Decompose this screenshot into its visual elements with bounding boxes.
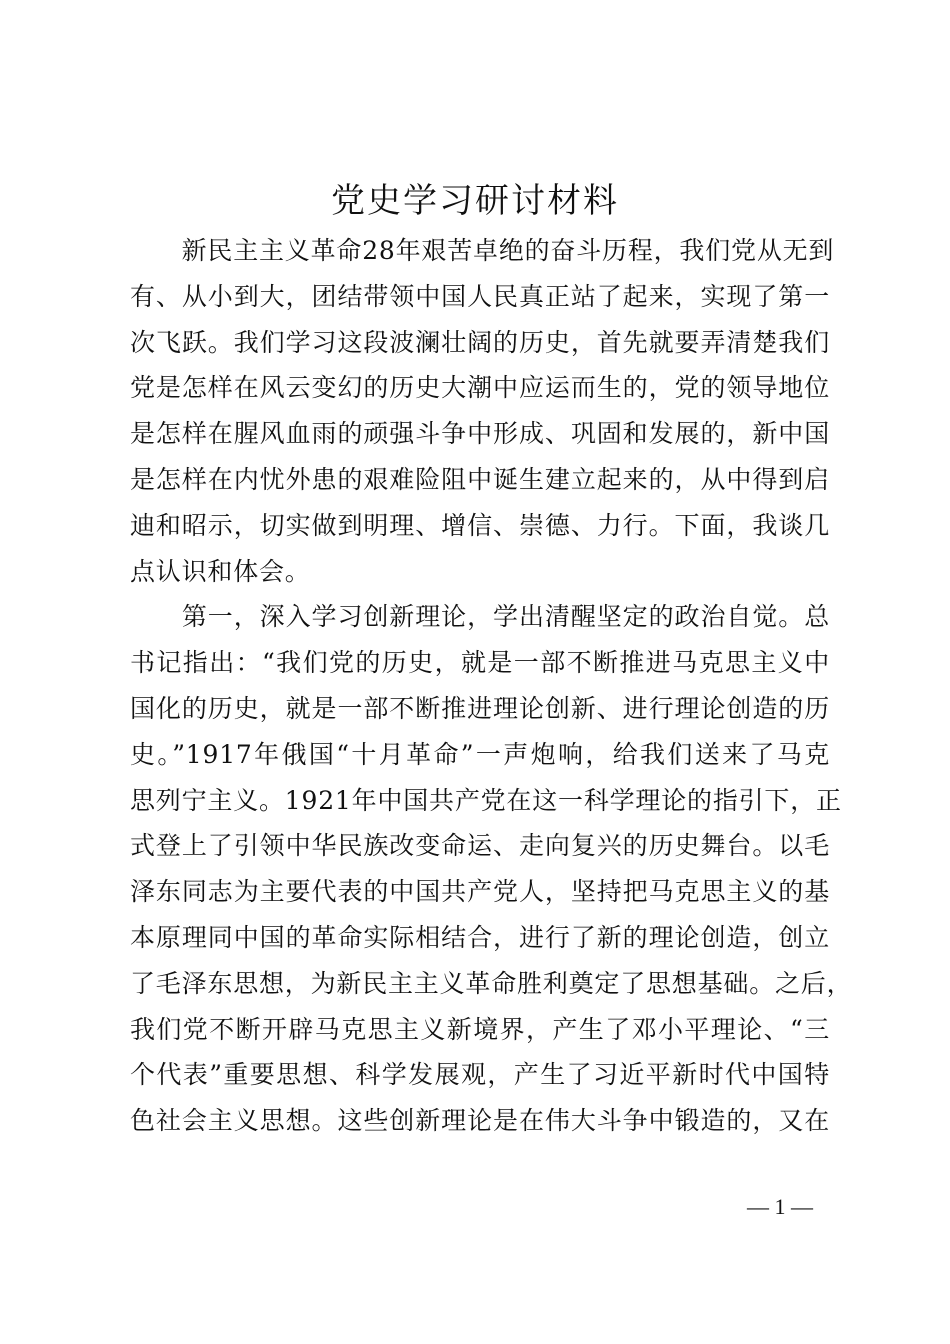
body-line: 次飞跃。我们学习这段波澜壮阔的历史，首先就要弄清楚我们 bbox=[130, 327, 830, 357]
body-line: 国化的历史，就是一部不断推进理论创新、进行理论创造的历 bbox=[130, 693, 830, 723]
body-line: 色社会主义思想。这些创新理论是在伟大斗争中锻造的，又在 bbox=[130, 1106, 830, 1136]
page-title: 党史学习研讨材料 bbox=[331, 181, 619, 221]
body-line: 式登上了引领中华民族改变命运、走向复兴的历史舞台。以毛 bbox=[130, 831, 830, 861]
page-number: — 1 — bbox=[747, 1194, 813, 1219]
body-line: 是怎样在腥风血雨的顽强斗争中形成、巩固和发展的，新中国 bbox=[130, 419, 830, 449]
body-line: 泽东同志为主要代表的中国共产党人，坚持把马克思主义的基 bbox=[130, 877, 830, 907]
body-line: 我们党不断开辟马克思主义新境界，产生了邓小平理论、“三 bbox=[130, 1014, 830, 1044]
body-line: 点认识和体会。 bbox=[130, 556, 311, 586]
body-line: 书记指出：“我们党的历史，就是一部不断推进马克思主义中 bbox=[130, 648, 830, 678]
body-line: 新民主主义革命28年艰苦卓绝的奋斗历程，我们党从无到 bbox=[130, 236, 835, 265]
body-line: 思列宁主义。1921年中国共产党在这一科学理论的指引下，正 bbox=[130, 785, 842, 815]
body-line: 党是怎样在风云变幻的历史大潮中应运而生的，党的领导地位 bbox=[130, 373, 830, 403]
body-line: 有、从小到大，团结带领中国人民真正站了起来，实现了第一 bbox=[130, 281, 830, 311]
body-line: 迪和昭示，切实做到明理、增信、崇德、力行。下面，我谈几 bbox=[130, 510, 830, 540]
body-line: 史。”1917年俄国“十月革命”一声炮响，给我们送来了马克 bbox=[130, 739, 830, 769]
body-line: 了毛泽东思想，为新民主主义革命胜利奠定了思想基础。之后， bbox=[130, 968, 853, 998]
body-line: 是怎样在内忧外患的艰难险阻中诞生建立起来的，从中得到启 bbox=[130, 464, 830, 494]
body-line: 第一，深入学习创新理论，学出清醒坚定的政治自觉。总 bbox=[130, 602, 830, 632]
body-line: 个代表”重要思想、科学发展观，产生了习近平新时代中国特 bbox=[130, 1060, 830, 1090]
body-line: 本原理同中国的革命实际相结合，进行了新的理论创造，创立 bbox=[130, 922, 830, 952]
body-text bbox=[130, 228, 853, 1144]
